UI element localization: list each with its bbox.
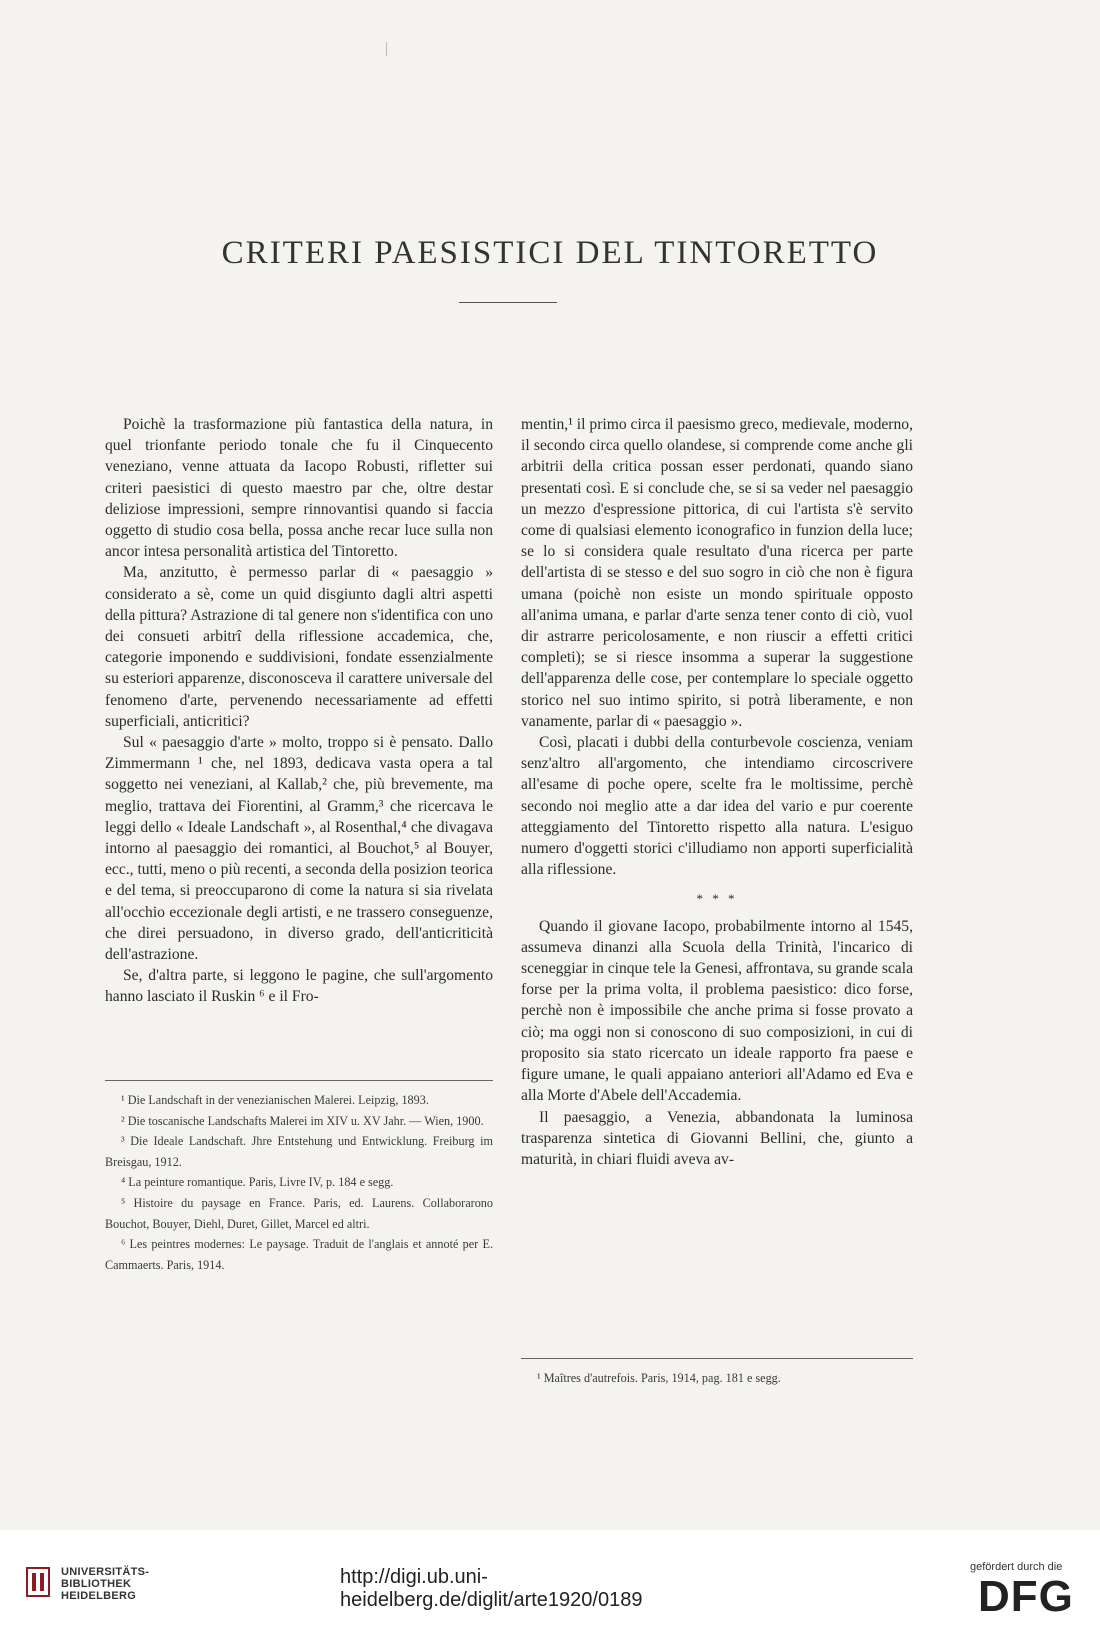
- library-name: [61, 1566, 149, 1602]
- library-line: UNIVERSITÄTS-: [61, 1566, 150, 1578]
- library-line: HEIDELBERG: [61, 1590, 137, 1602]
- left-column: [105, 414, 493, 1008]
- paragraph: Il paesaggio, a Venezia, abbandonata la luminosa trasparenza sintetica di Giovanni Bellini, che, giunto a maturità, in chiari fluidi aveva av-: [521, 1108, 913, 1168]
- paragraph: Poichè la trasformazione più fantastica della natura, in quel trionfante periodo tonale che fu il Cinquecento veneziano, venne attuata da Iacopo Robusti, rifletter sui criteri paesistici di questo maestro par che, oltre destar deliziose impressioni, sempre rinnovantisi quando si faccia oggetto di studio cosa bella, possa anche recar luce sulla non ancor intesa personalità artistica del Tintoretto.: [105, 416, 493, 561]
- paragraph: mentin,¹ il primo circa il paesismo greco, medievale, moderno, il secondo circa quello olandese, si comprende come anche gli arbitrii della critica possan esser perdonati, quando siano presentati così. E si conclude che, se si sa veder nel paesaggio un mezzo d'espressione pittorica, di cui l'artista s'è servito come di qualsiasi elemento iconografico in funzion della luce; se lo si considera quale resultato d'una ricerca per parte dell'artista di se stesso e del suo sogro in ciò che non è figura umana (poichè non esiste un mondo spirituale opposto all'anima umana, e parlar d'arte senza tener conto di ciò, vuol dir astrarre pericolosamente, e non riuscir a effetti critici completi); se si riesce insomma a superar la suggestione dell'apparenza delle cose, per contemplare lo speciale oggetto storico nel suo intimo spirito, si potrà liberamente, e non vanamente, parlar di « paesaggio ».: [521, 416, 913, 730]
- university-library-icon: [26, 1567, 50, 1597]
- footnote: ⁵ Histoire du paysage en France. Paris, ed. Laurens. Collaborarono Bouchot, Bouyer, Diehl, Duret, Gillet, Marcel ed altri.: [105, 1195, 493, 1231]
- source-url[interactable]: http://digi.ub.uni-heidelberg.de/diglit/arte1920/0189: [340, 1566, 643, 1611]
- section-separator: * * *: [696, 891, 738, 907]
- library-line: BIBLIOTHEK: [61, 1578, 132, 1590]
- funding-caption: gefördert durch die: [970, 1561, 1063, 1573]
- left-footnotes: [105, 1090, 493, 1275]
- footnote-rule-left: [105, 1080, 493, 1081]
- footnote: ⁶ Les peintres modernes: Le paysage. Traduit de l'anglais et annoté per E. Cammaerts. Paris, 1914.: [105, 1237, 493, 1272]
- right-footnotes: [521, 1368, 913, 1389]
- paragraph: Così, placati i dubbi della conturbevole coscienza, veniam senz'altro all'argomento, che intendiamo circoscrivere all'esame di poche opere, scelte fra le moltissime, perchè secondo noi meglio atte a dar idea del vario e pur coerente atteggiamento del Tintoretto rispetto alla natura. L'esiguo numero d'oggetti storici c'illudiamo non apporti superficialità alla riflessione.: [521, 734, 913, 879]
- title-rule: [459, 302, 557, 303]
- scan-mark: [386, 42, 387, 56]
- paragraph: Ma, anzitutto, è permesso parlar di « paesaggio » considerato a sè, come un quid disgiunto dagli altri aspetti della pittura? Astrazione di tal genere non s'identifica con uno dei consueti arbitrî della riflessione accademica, che, categorie imponendo e suddivisioni, fondate essenzialmente su esteriori apparenze, disconosceva il carattere universale del fenomeno d'arte, pervenendo necessariamente ad effetti superficiali, anticritici?: [105, 564, 493, 730]
- paragraph: Quando il giovane Iacopo, probabilmente intorno al 1545, assumeva dinanzi alla Scuola della Trinità, l'incarico di sceneggiar in cinque tele la Genesi, affrontava, su grande scala forse per la prima volta, il problema paesistico: dico forse, perchè non è impossibile che anche prima si fosse provato a ciò; ma oggi non si conoscono di suo composizioni, in cui di proposito sia stato ricercato un ideale rapporto fra paese e figure umane, le quali appaiano anteriori all'Adamo ed Eva e alla Morte d'Abele dell'Accademia.: [521, 917, 913, 1105]
- footnote: ⁴ La peinture romantique. Paris, Livre IV, p. 184 e segg.: [121, 1175, 394, 1190]
- footnote: ³ Die Ideale Landschaft. Jhre Entstehung und Entwicklung. Freiburg im Breisgau, 1912.: [105, 1134, 493, 1169]
- article-title: CRITERI PAESISTICI DEL TINTORETTO: [221, 235, 879, 271]
- footnote: ² Die toscanische Landschafts Malerei im XIV u. XV Jahr. — Wien, 1900.: [121, 1113, 484, 1128]
- footnote: ¹ Die Landschaft in der venezianischen Malerei. Leipzig, 1893.: [121, 1093, 429, 1107]
- paragraph: Sul « paesaggio d'arte » molto, troppo si è pensato. Dallo Zimmermann ¹ che, nel 1893, dedicava vasta opera a tal soggetto nei veneziani, al Kallab,² che, più brevemente, ma meglio, trattava dei Fiorentini, al Gramm,³ che ricercava le leggi dello « Ideale Landschaft », al Rosenthal,⁴ che divagava intorno al paesaggio dei romantici, al Bouchot,⁵ al Bouyer, ecc., tutti, meno o più recenti, a seconda della posizion teorica e del tema, si preoccuparono di come la natura si sia rivelata all'occhio eccezionale degli artisti, e ne trassero conseguenze, che direi persuadono, in diverso grado, dell'anticriticità dell'astrazione.: [105, 734, 493, 964]
- dfg-logo: DFG: [978, 1572, 1074, 1621]
- footnote-rule-right: [521, 1358, 913, 1359]
- paragraph: Se, d'altra parte, si leggono le pagine, che sull'argomento hanno lasciato il Ruskin ⁶ e il Fro-: [105, 967, 493, 1006]
- footnote: ¹ Maîtres d'autrefois. Paris, 1914, pag. 181 e segg.: [537, 1371, 781, 1385]
- right-column: [521, 414, 913, 1170]
